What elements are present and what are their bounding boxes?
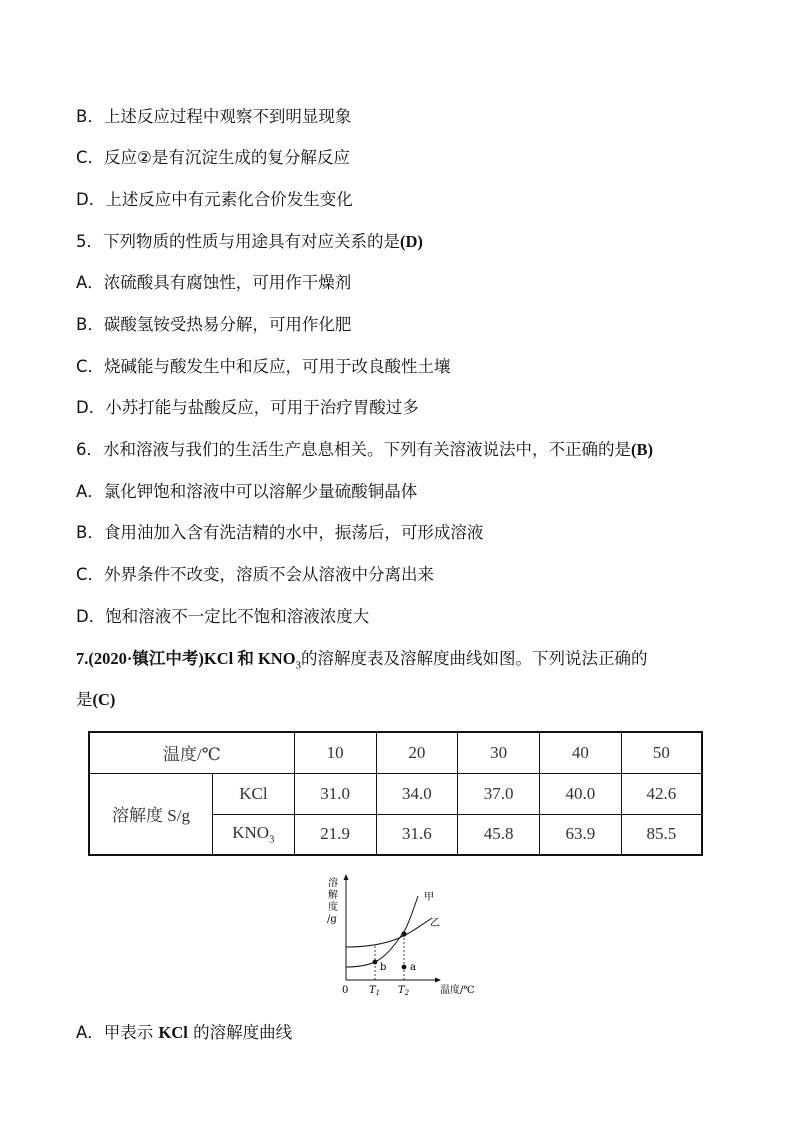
q6-option-d: D．饱和溶液不一定比不饱和溶液浓度大 [76, 607, 370, 626]
y-axis-label-3: 度 [328, 902, 338, 913]
kno3-value: 31.6 [376, 814, 458, 855]
q7-source: 7.(2020·镇江中考) [76, 649, 204, 668]
table-header-row [89, 732, 702, 773]
question-7-line2: 是(C) [76, 690, 116, 709]
point-b-label: b [380, 962, 387, 973]
question-6: 6．水和溶液与我们的生活生产息息相关。下列有关溶液说法中，不正确的是(B) [76, 440, 653, 459]
curve-label-jia: 甲 [424, 892, 434, 903]
kno3-name: $KNO_3$ [212, 814, 294, 855]
kcl-value: 37.0 [458, 773, 540, 814]
point-a-label: a [410, 962, 416, 973]
q5-option-a: A．浓硫酸具有腐蚀性，可用作干燥剂 [76, 273, 352, 292]
q5-option-b: B．碳酸氢铵受热易分解，可用作化肥 [76, 315, 352, 334]
temp-cell: 30 [458, 732, 540, 773]
temp-label: 温度/℃ [89, 732, 294, 773]
y-axis-label-4: /g [327, 914, 337, 925]
q7-option-a: A．甲表示 KCl 的溶解度曲线 [76, 1023, 293, 1042]
question-7-line1: 7.(2020·镇江中考)KCl 和 $KNO_3$的溶解度表及溶解度曲线如图。下列说法正确的 [76, 649, 648, 672]
kno3-value: 45.8 [458, 814, 540, 855]
y-axis-label-2: 解 [328, 890, 338, 901]
point-a [402, 965, 407, 970]
origin-label: 0 [342, 985, 349, 996]
q5-option-c: C．烧碱能与酸发生中和反应，可用于改良酸性土壤 [76, 357, 451, 376]
solubility-label: 溶解度 S/g [89, 773, 212, 855]
t1-label: $T_1$ [369, 985, 381, 997]
kcl-name: KCl [212, 773, 294, 814]
kno3-value: 21.9 [294, 814, 376, 855]
solubility-curve-figure [320, 872, 490, 998]
kcl-value: 34.0 [376, 773, 458, 814]
answer-7: (C) [92, 690, 116, 709]
answer-5: (D) [400, 232, 423, 251]
question-5: 5．下列物质的性质与用途具有对应关系的是(D) [76, 232, 423, 251]
curve-label-yi: 乙 [430, 918, 440, 929]
point-b [373, 960, 378, 965]
curve-yi [346, 918, 432, 947]
solubility-table [88, 731, 703, 856]
q5-option-d: D．小苏打能与盐酸反应，可用于治疗胃酸过多 [76, 398, 419, 417]
kcl-value: 42.6 [621, 773, 702, 814]
curve-jia [346, 896, 418, 967]
temp-cell: 40 [539, 732, 621, 773]
option-b-prev: B．上述反应过程中观察不到明显现象 [76, 107, 352, 126]
x-axis-arrow [435, 978, 441, 983]
temp-cell: 10 [294, 732, 376, 773]
kcl-value: 31.0 [294, 773, 376, 814]
kno3-value: 85.5 [621, 814, 702, 855]
t2-label: $T_2$ [398, 985, 410, 997]
y-axis-label-1: 溶 [328, 878, 338, 889]
kcl-value: 40.0 [539, 773, 621, 814]
q6-option-b: B．食用油加入含有洗洁精的水中，振荡后，可形成溶液 [76, 523, 484, 542]
x-axis-label: 温度/℃ [440, 985, 475, 996]
q6-option-a: A．氯化钾饱和溶液中可以溶解少量硫酸铜晶体 [76, 482, 418, 501]
temp-cell: 20 [376, 732, 458, 773]
option-d-prev: D．上述反应中有元素化合价发生变化 [76, 190, 353, 209]
y-axis-arrow [344, 874, 349, 880]
intersection-point [401, 931, 406, 936]
answer-6: (B) [631, 440, 653, 459]
option-c-prev: C．反应②是有沉淀生成的复分解反应 [76, 148, 350, 167]
table-row-kcl [89, 773, 702, 814]
temp-cell: 50 [621, 732, 702, 773]
q6-option-c: C．外界条件不改变，溶质不会从溶液中分离出来 [76, 565, 435, 584]
kno3-value: 63.9 [539, 814, 621, 855]
